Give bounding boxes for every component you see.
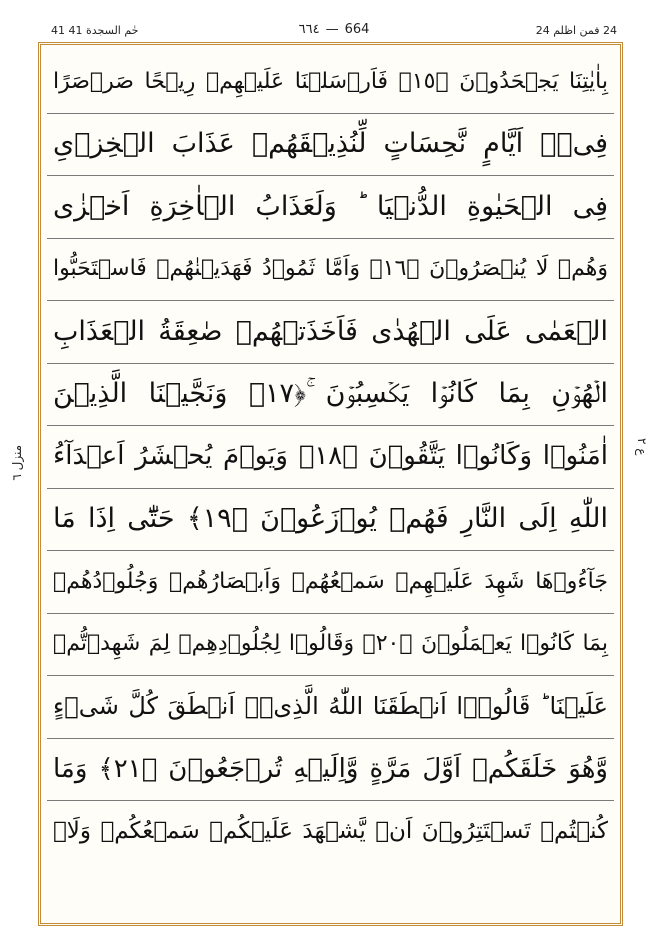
ayah-text: فِى الۡحَيٰوةِ الدُّنۡيَا ؕ وَلَعَذَابُ الۡاٰخِرَةِ اَخۡزٰى (53, 190, 608, 222)
ayah-text: فِىۡۤ اَيَّامٍ نَّحِسَاتٍ لِّنُذِيۡقَهُمۡ عَذَابَ الۡخِزۡىِ (53, 128, 608, 160)
ayah-line-2 (47, 114, 614, 177)
ayah-text: الۡهُوۡنِ بِمَا كَانُوۡا يَكۡسِبُوۡنَ ۚ﴿١٧﴾ وَنَجَّيۡنَا الَّذِيۡنَ (53, 378, 608, 410)
page-number-group (299, 22, 370, 37)
page-number-arabic: ٦٦٤ (298, 22, 320, 37)
ayah-line-11 (47, 676, 614, 739)
ayah-line-10 (47, 614, 614, 677)
ayah-text: بِاٰيٰتِنَا يَجۡحَدُوۡنَ ﴿١٥﴾ فَاَرۡسَلۡنَا عَلَيۡهِمۡ رِيۡحًا صَرۡصَرًا (53, 68, 608, 94)
ayah-line-9 (47, 551, 614, 614)
ayah-text: وَهُمۡ لَا يُنۡصَرُوۡنَ ﴿١٦﴾ وَاَمَّا ثَمُوۡدُ فَهَدَيۡنٰهُمۡ فَاسۡتَحَبُّوا (53, 256, 608, 282)
page-number: 664 (344, 22, 370, 37)
page-frame (38, 42, 623, 926)
ayah-line-4 (47, 239, 614, 302)
ayah-text: وَّهُوَ خَلَقَكُمۡ اَوَّلَ مَرَّةٍ وَّاِلَيۡهِ تُرۡجَعُوۡنَ ﴿٢١﴾ وَمَا (53, 753, 608, 784)
ayah-lines (47, 51, 614, 917)
ayah-line-8 (47, 489, 614, 552)
ayah-line-3 (47, 176, 614, 239)
ayah-text: عَلَيۡنَا ؕ قَالُوۡۤا اَنۡطَقَنَا اللّٰهُ الَّذِىۡۤ اَنۡطَقَ كُلَّ شَىۡءٍ (53, 692, 608, 721)
ayah-text: كُنۡتُمۡ تَسۡتَتِرُوۡنَ اَنۡ يَّشۡهَدَ عَلَيۡكُمۡ سَمۡعُكُمۡ وَلَاۤ (53, 818, 608, 845)
ayah-line-13 (47, 801, 614, 864)
ayah-line-7 (47, 426, 614, 489)
ayah-text: جَآءُوۡهَا شَهِدَ عَلَيۡهِمۡ سَمۡعُهُمۡ وَاَبۡصَارُهُمۡ وَجُلُوۡدُهُمۡ (53, 568, 608, 594)
manzil-marker: منزل ٦ (10, 445, 24, 481)
ayah-text: اللّٰهِ اِلَى النَّارِ فَهُمۡ يُوۡزَعُوۡنَ ﴿١٩﴾ حَتّٰٓى اِذَا مَا (53, 503, 608, 535)
ayah-line-5 (47, 301, 614, 364)
ayah-line-1 (47, 51, 614, 114)
page-header (45, 22, 623, 40)
ayah-text: بِمَا كَانُوۡا يَعۡمَلُوۡنَ ﴿٢٠﴾ وَقَالُوۡا لِجُلُوۡدِهِمۡ لِمَ شَهِدۡتُّمۡ (53, 631, 608, 657)
ayah-text: اٰمَنُوۡا وَكَانُوۡا يَتَّقُوۡنَ ﴿١٨﴾ وَيَوۡمَ يُحۡشَرُ اَعۡدَآءُ (53, 441, 608, 472)
ayah-line-12 (47, 739, 614, 802)
header-separator: — (325, 22, 339, 37)
para-label: 24 فمن اظلم 24 (535, 24, 617, 37)
ayah-text: الۡعَمٰى عَلَى الۡهُدٰى فَاَخَذَتۡهُمۡ صٰعِقَةُ الۡعَذَابِ (53, 315, 608, 347)
surah-label: 41 حٰم السجدة 41 (51, 24, 139, 37)
ruku-marker: ع ٢ (635, 438, 649, 456)
ayah-line-6 (47, 364, 614, 427)
